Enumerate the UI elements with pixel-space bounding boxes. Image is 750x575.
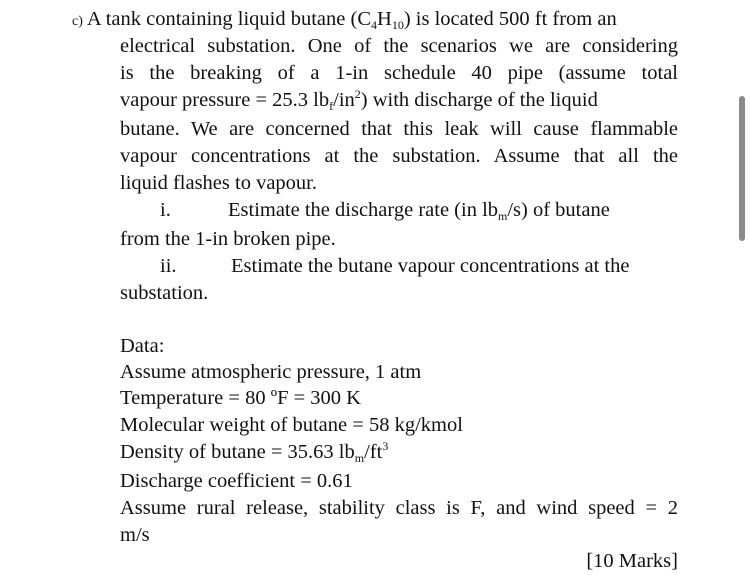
part-ii-continuation: substation. — [120, 282, 209, 304]
part-i-number: i. — [160, 199, 171, 221]
density-subscript-m: m — [354, 451, 365, 465]
subscript-4: 4 — [371, 18, 377, 32]
question-line-7: liquid flashes to vapour. — [120, 172, 318, 194]
part-i-continuation: from the 1-in broken pipe. — [120, 228, 336, 250]
question-line-1 — [72, 9, 617, 30]
vertical-scrollbar[interactable] — [739, 96, 745, 241]
data-pressure: Assume atmospheric pressure, 1 atm — [120, 361, 422, 383]
data-release-line-1: Assume rural release, stability class is F, and wind speed = 2 — [120, 497, 678, 519]
part-ii-number: ii. — [160, 255, 177, 277]
part-ii-text: Estimate the butane vapour concentrations at the — [231, 255, 630, 277]
data-heading: Data: — [120, 335, 165, 357]
subscript-f: f — [329, 99, 334, 113]
question-line-5: butane. We are concerned that this leak will cause flammable — [120, 118, 678, 140]
subscript-10: 10 — [391, 18, 404, 32]
data-molecular-weight: Molecular weight of butane = 58 kg/kmol — [120, 414, 463, 436]
data-discharge-coefficient: Discharge coefficient = 0.61 — [120, 470, 353, 492]
superscript-3: 3 — [382, 439, 389, 453]
intro-text-1a: A tank containing liquid butane (C — [86, 8, 371, 30]
marks-label: [10 Marks] — [586, 550, 678, 572]
part-i-text: Estimate the discharge rate (in $lb_m/s$) of butane — [228, 199, 610, 223]
intro-text-1b: H — [377, 8, 392, 30]
data-temperature: Temperature = 80 ºF = 300 K — [120, 387, 361, 409]
intro-text-1c: ) is located 500 ft from an — [403, 8, 617, 30]
question-line-6: vapour concentrations at the substation. Assume that all the — [120, 145, 678, 167]
superscript-2: 2 — [354, 87, 361, 101]
subscript-m: m — [498, 209, 508, 223]
data-density: Density of butane = 35.63 $lb_m/ft^3$ — [120, 439, 389, 465]
question-line-4: vapour pressure = 25.3 $lb_f/in^2$) with discharge of the liquid — [120, 87, 598, 113]
data-release-line-2: m/s — [120, 524, 150, 546]
question-label: c) — [72, 14, 83, 29]
question-line-2: electrical substation. One of the scenarios we are considering — [120, 35, 678, 57]
question-line-3: is the breaking of a 1-in schedule 40 pipe (assume total — [120, 62, 678, 84]
